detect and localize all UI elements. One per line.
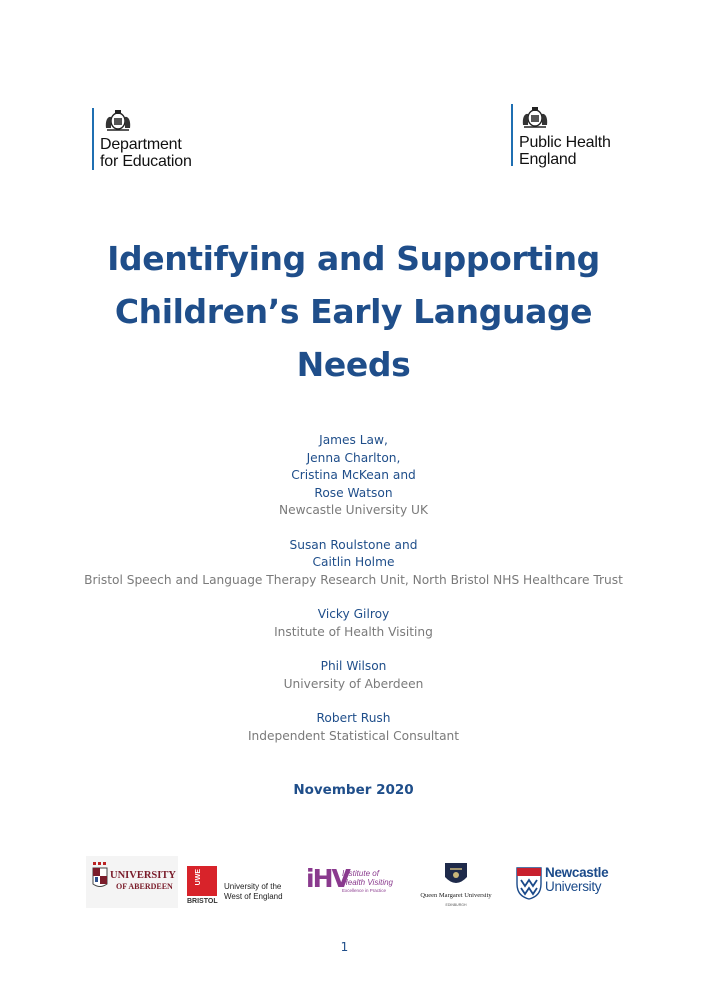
document-title (60, 232, 647, 391)
uwe-city: BRISTOL (187, 898, 218, 905)
author-affiliation: Newcastle University UK (279, 503, 428, 517)
author-affiliation: Independent Statistical Consultant (247, 728, 460, 743)
author-name: Jenna Charlton, (306, 450, 401, 465)
author-affiliation: Institute of Health Visiting (274, 624, 433, 639)
uwe-logo (187, 866, 297, 910)
newcastle-name-line1: Newcastle (545, 865, 609, 880)
uwe-mark-text: UWE (195, 869, 202, 886)
aberdeen-logo (86, 856, 178, 908)
ihv-logo (306, 864, 398, 898)
title-line-2: Children’s Early Language (114, 292, 593, 331)
royal-crest-icon (519, 104, 551, 130)
uwe-name-line2: West of England (224, 892, 283, 901)
author-affiliation: University of Aberdeen (283, 676, 424, 691)
author-group (40, 537, 667, 590)
uwe-name-line1: University of the (224, 882, 282, 891)
author-name: Robert Rush (316, 711, 391, 725)
publication-date: November 2020 (293, 782, 414, 798)
title-line-1: Identifying and Supporting (107, 239, 600, 278)
author-name: Caitlin Holme (312, 555, 395, 569)
uwe-mark (187, 866, 217, 896)
author-group (40, 710, 667, 745)
phe-name-line1: Public Health (519, 134, 611, 151)
ihv-mark: iHV (306, 864, 349, 893)
newcastle-name-line2: University (545, 879, 602, 894)
logo-rule (511, 104, 513, 166)
royal-crest-icon (102, 108, 134, 132)
phe-logo (511, 104, 611, 168)
qmu-crest-icon (414, 861, 498, 891)
author-name: Phil Wilson (320, 659, 387, 673)
author-name: Cristina McKean and (291, 468, 416, 482)
page-number: 1 (340, 940, 349, 954)
newcastle-logo (516, 864, 616, 902)
author-name: James Law, (319, 433, 388, 447)
logo-rule (92, 108, 94, 170)
author-group (40, 658, 667, 693)
phe-name-line2: England (519, 151, 577, 168)
author-name: Vicky Gilroy (317, 607, 390, 621)
author-group (40, 606, 667, 641)
author-name: Susan Roulstone and (289, 537, 418, 552)
ihv-name-line2: Health Visiting (342, 878, 393, 887)
title-line-3: Needs (296, 345, 411, 384)
author-group (40, 432, 667, 520)
newcastle-crest-icon (516, 866, 542, 900)
dfe-logo (92, 108, 192, 170)
author-affiliation: Bristol Speech and Language Therapy Research Unit, North Bristol NHS Healthcare Trust (84, 572, 623, 587)
qmu-name: Queen Margaret University (420, 892, 492, 899)
aberdeen-name-line2: OF ABERDEEN (116, 882, 173, 891)
author-name: Rose Watson (314, 485, 393, 500)
qmu-city: EDINBURGH (445, 903, 467, 907)
aberdeen-name-line1: UNIVERSITY (110, 870, 176, 881)
ihv-tagline: Excellence in Practice (342, 888, 387, 893)
ihv-name-line1: Institute of (342, 869, 379, 878)
qmu-logo (414, 861, 498, 911)
dfe-name-line2: for Education (100, 153, 192, 170)
author-list (40, 432, 667, 762)
dfe-name-line1: Department (100, 136, 182, 153)
